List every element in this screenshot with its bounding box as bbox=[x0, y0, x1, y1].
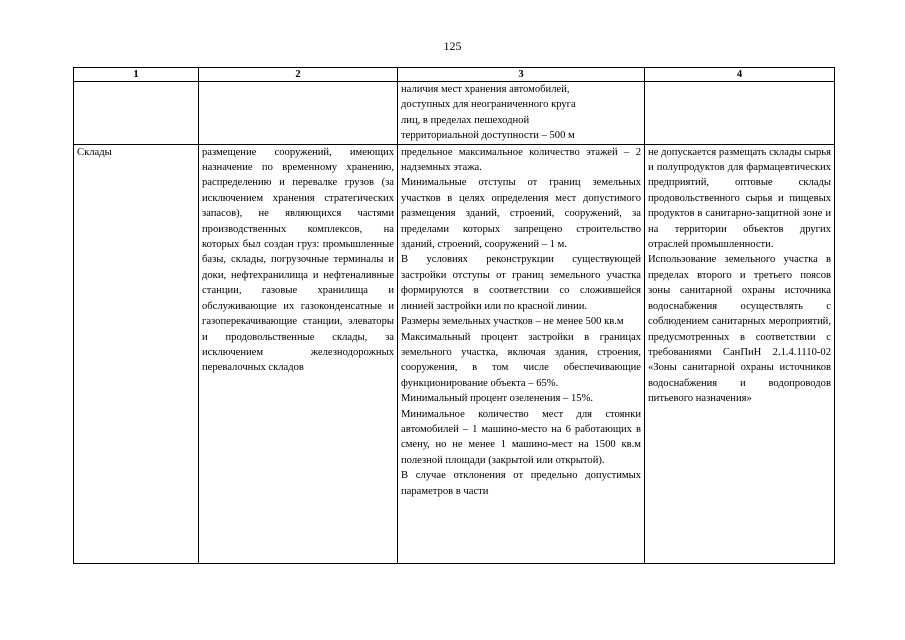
paragraph: Использование земельного участка в пределах второго и третьего поясов зоны санитарной охраны источника водоснабжения осуществлять с соблюдением санитарных мероприятий, предусмотренных в соответствии с требованиями СанПиН 2.1.4.1110-02 «Зоны санитарной охраны источников водоснабжения и водопроводов питьевого назначения» bbox=[648, 254, 831, 405]
text-line: доступных для неограниченного круга bbox=[401, 99, 576, 111]
paragraph: предельное максимальное количество этажей – 2 надземных этажа. bbox=[401, 146, 641, 174]
cell-empty bbox=[199, 82, 398, 145]
cell-parameters bbox=[398, 144, 645, 563]
paragraph: Максимальный процент застройки в границах земельного участка, включая здания, строения, сооружения, в том числе обеспечивающие функционирование объекта – 65%. bbox=[401, 331, 641, 389]
column-header-3: 3 bbox=[398, 68, 645, 82]
column-header-4: 4 bbox=[645, 68, 835, 82]
paragraph: не допускается размещать склады сырья и полупродуктов для фармацевтических предприятий, оптовые склады продовольственного сырья и пищевых продуктов в санитарно-защитной зоне и на территории объектов других отраслей промышленности. bbox=[648, 146, 831, 251]
column-header-2: 2 bbox=[199, 68, 398, 82]
paragraph: В случае отклонения от предельно допустимых параметров в части bbox=[401, 470, 641, 497]
text-line: лиц, в пределах пешеходной bbox=[401, 114, 530, 126]
table-row-continuation bbox=[74, 82, 835, 145]
paragraph: Минимальные отступы от границ земельных участков в целях определения мест допустимого размещения зданий, строений, сооружений, за пределами которых запрещено строительство зданий, строений, сооружений – 1 м. bbox=[401, 177, 641, 251]
cell-empty bbox=[74, 82, 199, 145]
cell-land-use-name: Склады bbox=[74, 144, 199, 563]
cell-parking-continuation bbox=[398, 82, 645, 145]
page-number: 125 bbox=[443, 39, 462, 53]
column-header-1: 1 bbox=[74, 68, 199, 82]
text-line: наличия мест хранения автомобилей, bbox=[401, 84, 570, 95]
cell-land-use-description: размещение сооружений, имеющих назначение по временному хранению, распределению и перевалке грузов (за исключением хранения стратегических запасов), не являющихся частями производственных комплексов, на которых был создан груз: промышленные базы, склады, погрузочные терминалы и доки, нефтехранилища и нефтеналивные станции, газовые хранилища и обслуживающие их газоконденсатные и газоперекачивающие станции, элеваторы и продовольственные склады, за исключением железнодорожных перевалочных складов bbox=[199, 144, 398, 563]
table-row-warehouses bbox=[74, 144, 835, 563]
cell-restrictions bbox=[645, 144, 835, 563]
table-header-row bbox=[74, 68, 835, 82]
text-line: территориальной доступности – 500 м bbox=[401, 130, 575, 142]
paragraph: Минимальный процент озеленения – 15%. bbox=[401, 393, 594, 405]
zoning-regulations-table bbox=[73, 67, 835, 564]
paragraph: Размеры земельных участков – не менее 500 кв.м bbox=[401, 316, 624, 328]
cell-empty bbox=[645, 82, 835, 145]
paragraph: Минимальное количество мест для стоянки автомобилей – 1 машино-место на 6 работающих в смену, но не менее 1 машино-мест на 1500 кв.м полезной площади (закрытой или открытой). bbox=[401, 408, 641, 466]
paragraph: В условиях реконструкции существующей застройки отступы от границ земельного участка формируются в соответствии со сложившейся линией застройки или по красной линии. bbox=[401, 254, 641, 312]
